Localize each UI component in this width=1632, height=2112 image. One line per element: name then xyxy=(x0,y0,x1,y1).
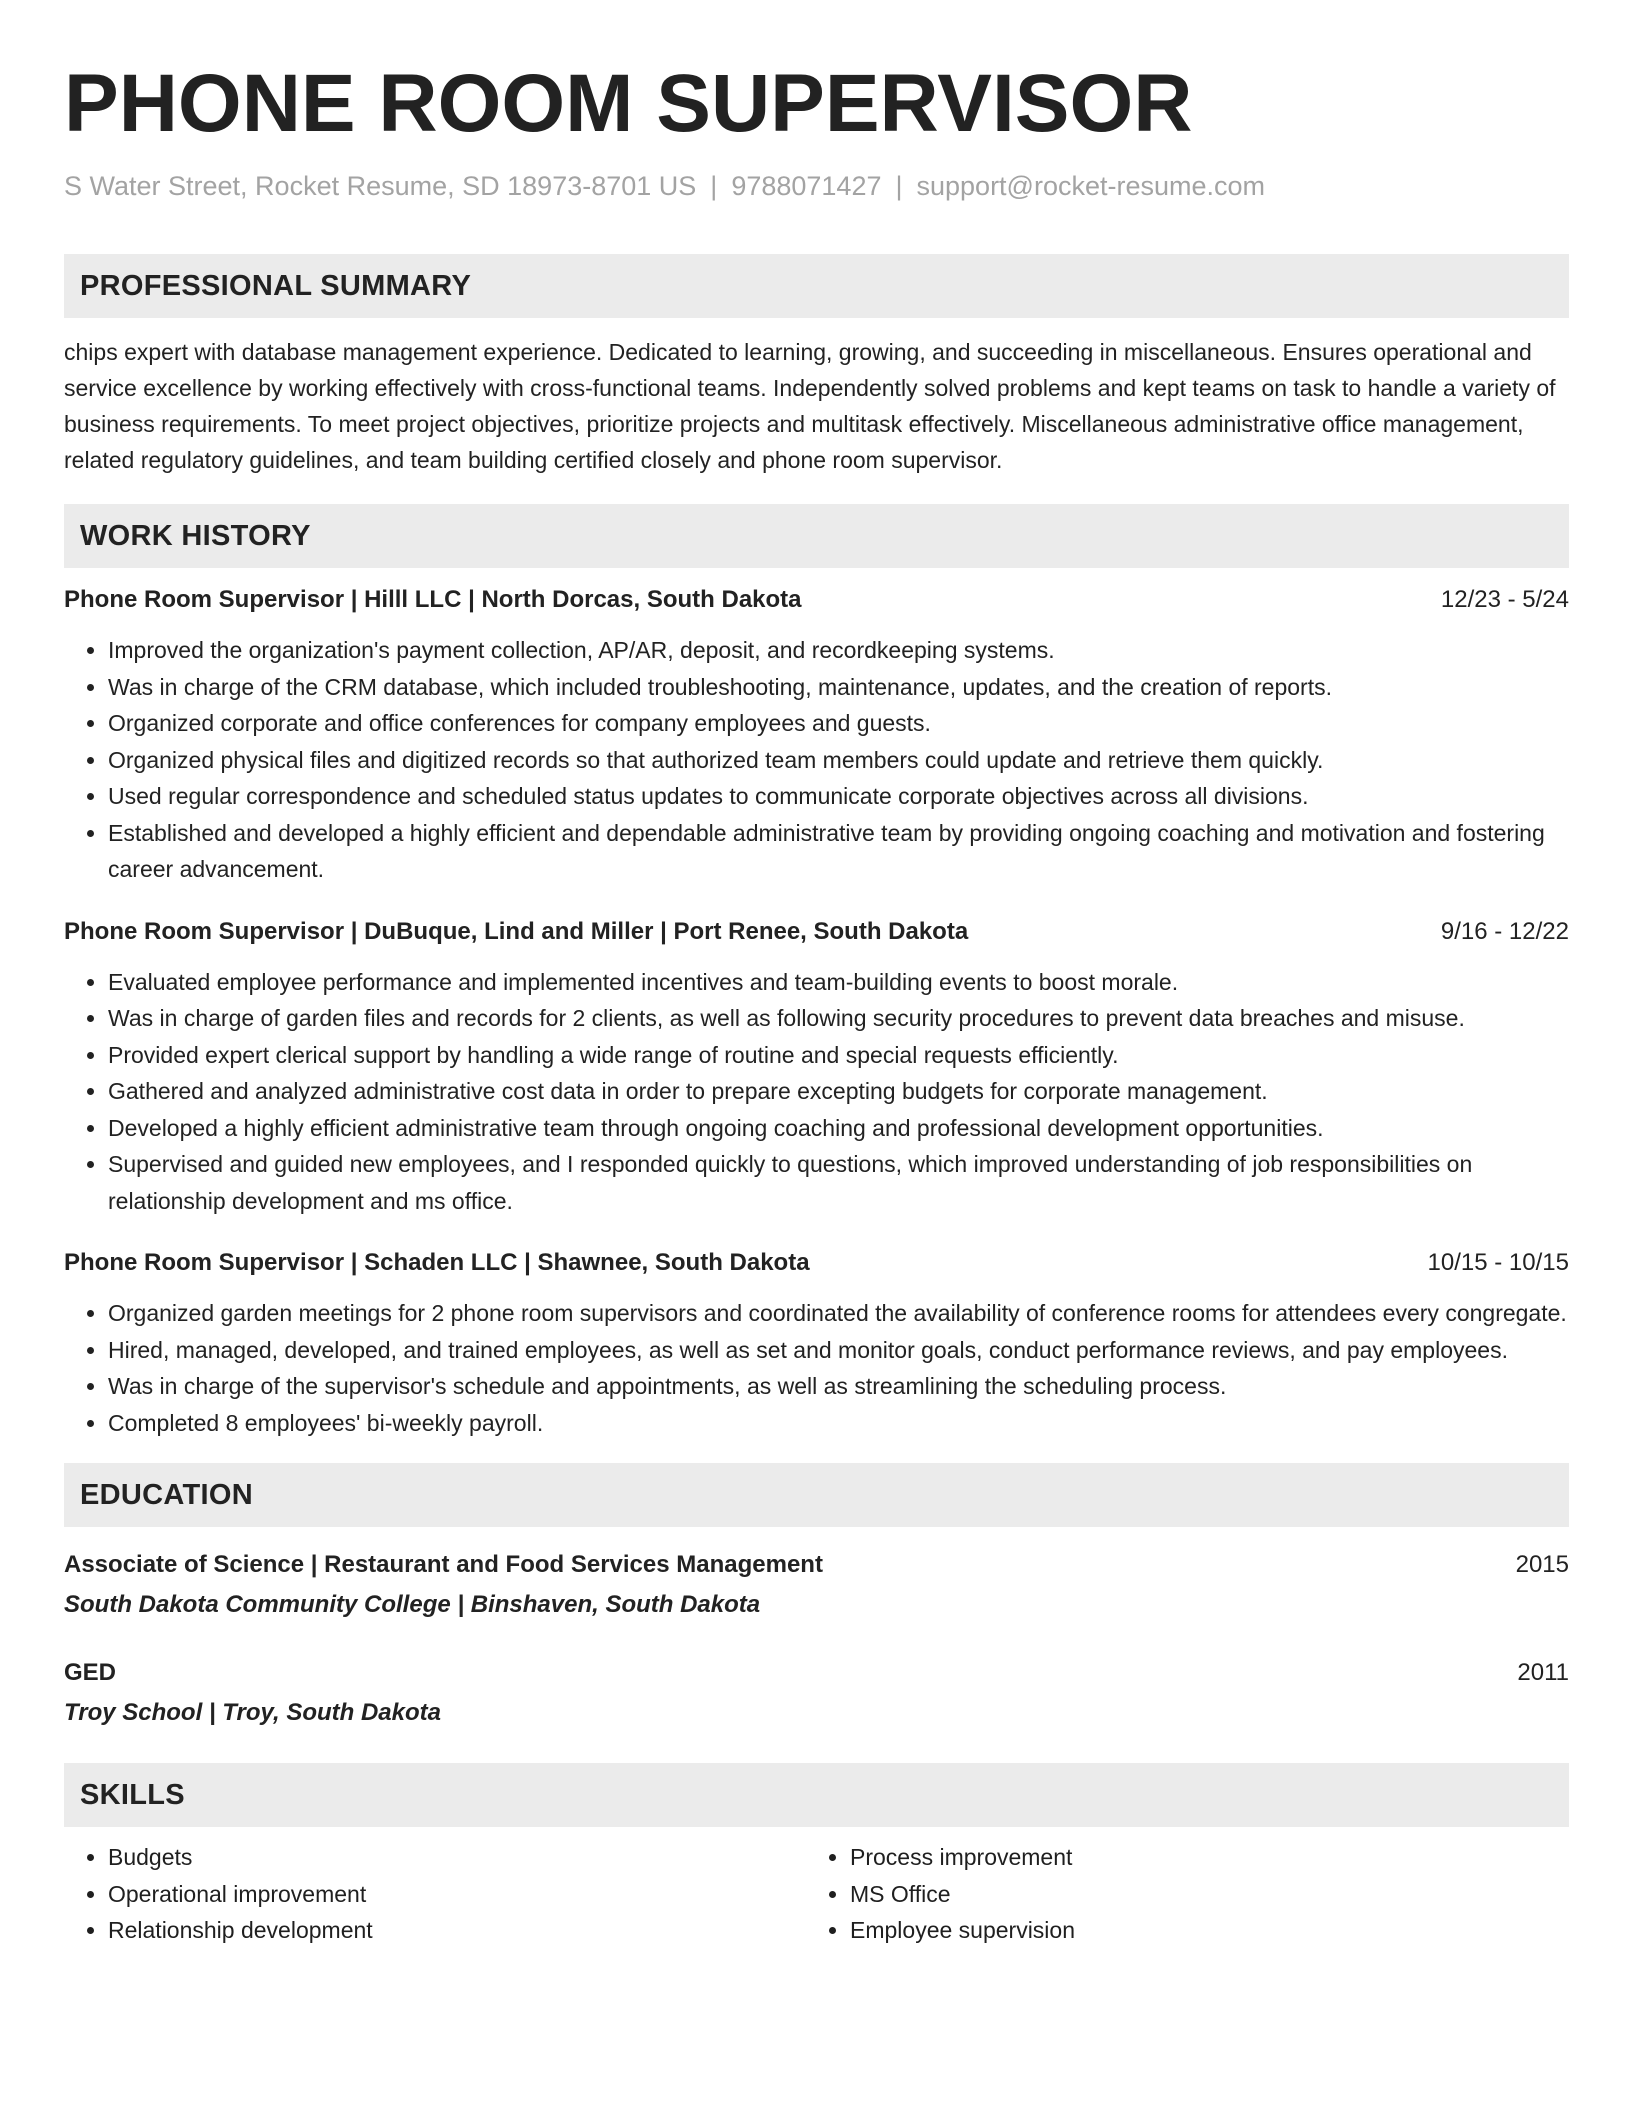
skill-item: • Employee supervision xyxy=(850,1912,1548,1949)
job-bullet: • Hired, managed, developed, and trained employees, as well as set and monitor goals, conduct performance reviews, and pay employees. xyxy=(108,1332,1569,1369)
job-header-row xyxy=(64,1245,1569,1281)
job-bullet: • Established and developed a highly efficient and dependable administrative team by providing ongoing coaching and motivation and fostering career advancement. xyxy=(108,815,1569,888)
skills-list-right xyxy=(806,1839,1548,1949)
job-bullet: • Used regular correspondence and scheduled status updates to communicate corporate objectives across all divisions. xyxy=(108,778,1569,815)
job-title: Phone Room Supervisor | Schaden LLC | Shawnee, South Dakota xyxy=(64,1249,810,1276)
job-title: Phone Room Supervisor | DuBuque, Lind and Miller | Port Renee, South Dakota xyxy=(64,917,969,945)
job-bullet: • Was in charge of the CRM database, which included troubleshooting, maintenance, updates, and the creation of reports. xyxy=(108,669,1569,706)
section-header-education xyxy=(64,1463,1569,1527)
job-header-row xyxy=(64,582,1569,618)
contact-line xyxy=(64,168,1569,204)
job-bullet: • Completed 8 employees' bi-weekly payroll. xyxy=(108,1405,1569,1442)
skill-item: • Budgets xyxy=(108,1839,806,1876)
contact-email: support@rocket-resume.com xyxy=(916,171,1266,201)
job-header-row xyxy=(64,914,1569,950)
education-year: 2015 xyxy=(1515,1551,1569,1578)
job-bullet: • Was in charge of the supervisor's schedule and appointments, as well as streamlining the scheduling process. xyxy=(108,1368,1569,1405)
skills-list-left xyxy=(64,1839,806,1949)
education-school: Troy School | Troy, South Dakota xyxy=(64,1699,441,1726)
job-bullet: • Organized garden meetings for 2 phone room supervisors and coordinated the availability of conference rooms for attendees every congregate. xyxy=(108,1295,1569,1332)
section-header-summary xyxy=(64,254,1569,318)
contact-separator: | xyxy=(710,171,718,201)
resume-page xyxy=(64,56,1569,1949)
job-dates: 12/23 - 5/24 xyxy=(1440,586,1569,613)
education-entry xyxy=(64,1547,1569,1623)
job-bullets xyxy=(64,1295,1569,1441)
skill-item: • MS Office xyxy=(850,1876,1548,1913)
job-entry xyxy=(64,914,1569,1220)
section-title: WORK HISTORY xyxy=(80,519,311,552)
education-degree: Associate of Science | Restaurant and Food Services Management xyxy=(64,1551,823,1578)
contact-address: S Water Street, Rocket Resume, SD 18973-8701 US xyxy=(64,171,697,201)
job-entry xyxy=(64,1245,1569,1441)
section-title: SKILLS xyxy=(80,1778,185,1811)
contact-separator: | xyxy=(895,171,903,201)
job-bullet: • Was in charge of garden files and records for 2 clients, as well as following security procedures to prevent data breaches and misuse. xyxy=(108,1000,1569,1037)
job-bullet: • Improved the organization's payment collection, AP/AR, deposit, and recordkeeping systems. xyxy=(108,632,1569,669)
job-bullet: • Evaluated employee performance and implemented incentives and team-building events to boost morale. xyxy=(108,964,1569,1001)
education-year: 2011 xyxy=(1517,1659,1569,1686)
job-bullets xyxy=(64,632,1569,888)
skill-item: • Relationship development xyxy=(108,1912,806,1949)
section-header-work-history xyxy=(64,504,1569,568)
education-school: South Dakota Community College | Binshaven, South Dakota xyxy=(64,1591,761,1618)
job-bullet: • Organized physical files and digitized records so that authorized team members could update and retrieve them quickly. xyxy=(108,742,1569,779)
skill-item: • Operational improvement xyxy=(108,1876,806,1913)
education-entry xyxy=(64,1655,1569,1731)
job-bullet: • Gathered and analyzed administrative cost data in order to prepare excepting budgets for corporate management. xyxy=(108,1073,1569,1110)
section-header-skills xyxy=(64,1763,1569,1827)
summary-text: chips expert with database management experience. Dedicated to learning, growing, and succeeding in miscellaneous. Ensures operational and service excellence by working effectively with cross-functional teams. Independently solved problems and kept teams on task to handle a variety of business requirements. To meet project objectives, prioritize projects and multitask effectively. Miscellaneous administrative office management, related regulatory guidelines, and team building certified closely and phone room supervisor. xyxy=(64,339,1556,473)
job-entry xyxy=(64,582,1569,888)
education-header-row xyxy=(64,1655,1569,1691)
section-title: PROFESSIONAL SUMMARY xyxy=(80,269,472,302)
job-bullet: • Supervised and guided new employees, and I responded quickly to questions, which improved understanding of job responsibilities on relationship development and ms office. xyxy=(108,1146,1569,1219)
job-bullet: • Developed a highly efficient administrative team through ongoing coaching and professional development opportunities. xyxy=(108,1110,1569,1147)
job-dates: 9/16 - 12/22 xyxy=(1440,917,1569,945)
section-title: EDUCATION xyxy=(80,1478,253,1511)
skill-item: • Process improvement xyxy=(850,1839,1548,1876)
job-title: Phone Room Supervisor | Hilll LLC | North Dorcas, South Dakota xyxy=(64,586,802,613)
resume-name-heading: PHONE ROOM SUPERVISOR xyxy=(64,58,1193,149)
education-degree: GED xyxy=(64,1659,117,1686)
education-header-row xyxy=(64,1547,1569,1583)
job-bullet: • Organized corporate and office conferences for company employees and guests. xyxy=(108,705,1569,742)
job-bullet: • Provided expert clerical support by handling a wide range of routine and special requests efficiently. xyxy=(108,1037,1569,1074)
contact-phone: 9788071427 xyxy=(731,171,882,201)
job-bullets xyxy=(64,964,1569,1220)
skills-grid xyxy=(64,1839,1569,1949)
job-dates: 10/15 - 10/15 xyxy=(1427,1249,1569,1276)
